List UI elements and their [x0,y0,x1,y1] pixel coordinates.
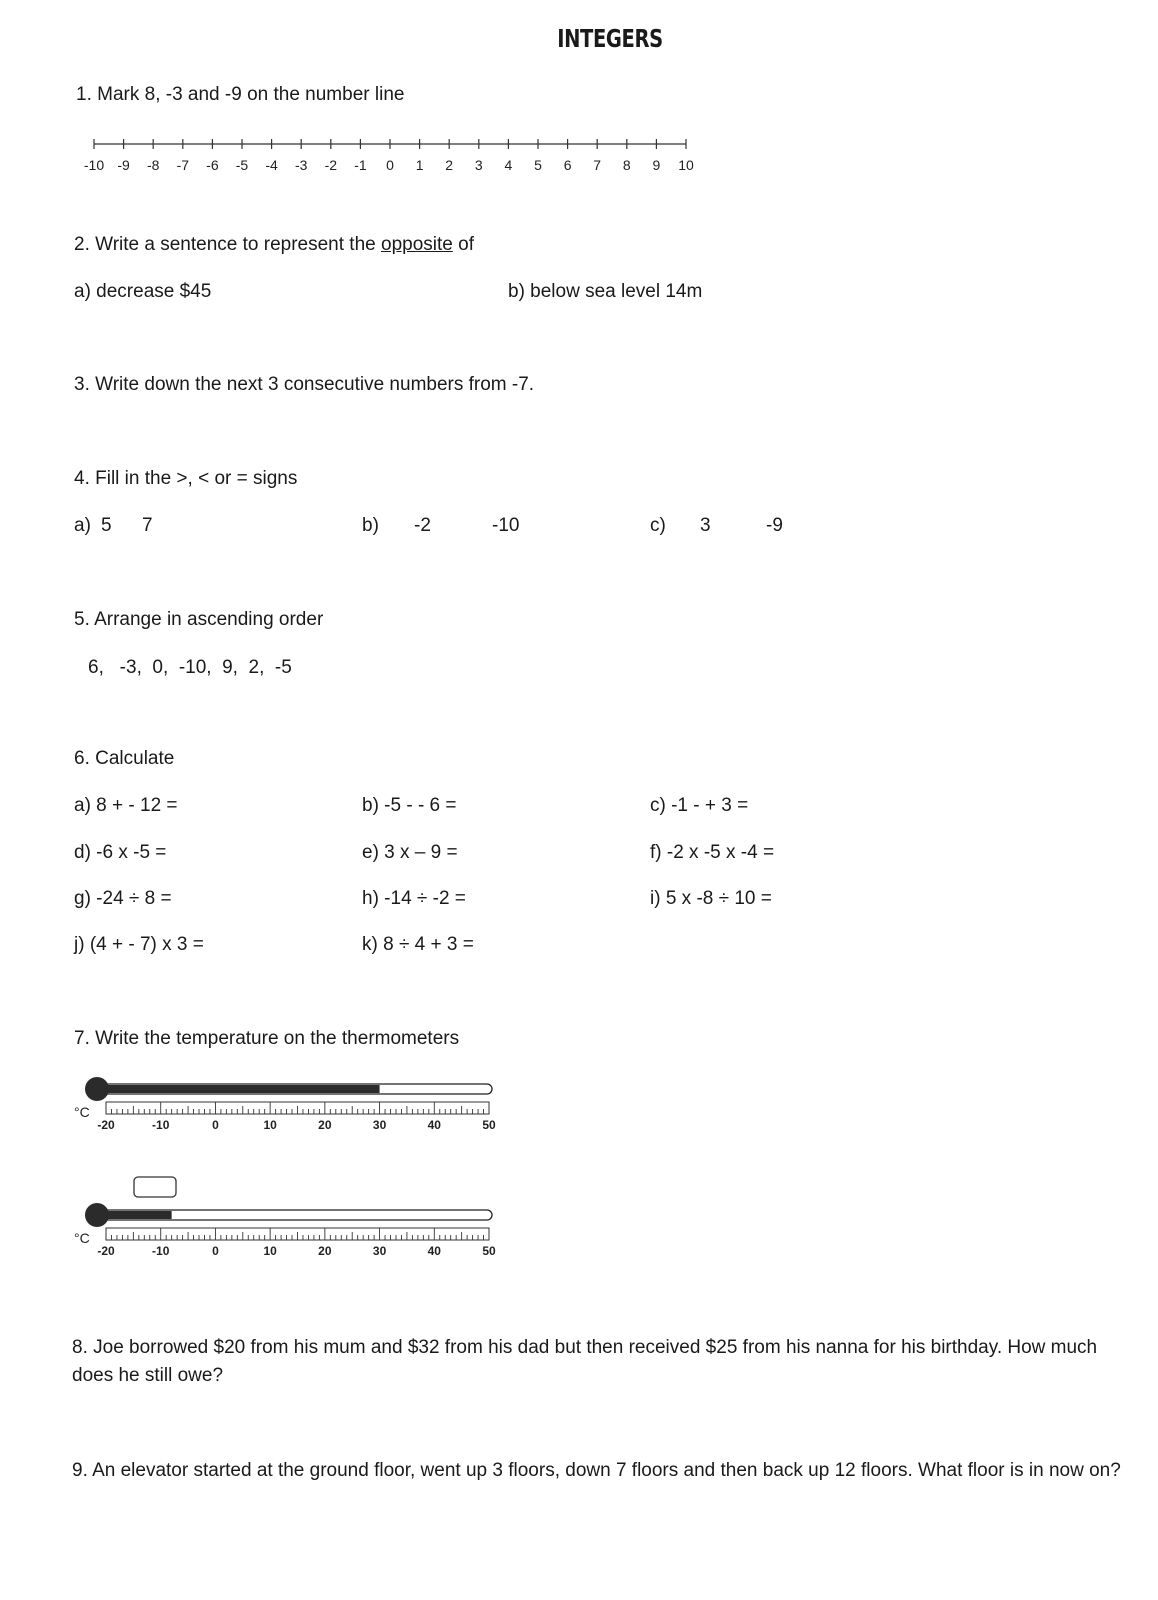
number-line-label: -7 [176,157,190,173]
question-5-number-list: 6, -3, 0, -10, 9, 2, -5 [88,657,292,678]
question-2a: a) decrease $45 [74,281,212,302]
number-line [70,130,720,180]
number-line-label: 5 [534,157,542,173]
question-4c-left: 3 [700,515,711,536]
question-3-text: 3. Write down the next 3 consecutive numbers from -7. [74,374,535,395]
number-line-label: -10 [83,157,105,173]
question-6c: c) -1 - + 3 = [650,795,749,816]
thermometer-scale-label: 20 [318,1244,332,1258]
number-line-label: 6 [563,157,572,173]
thermometer-scale-label: 40 [427,1244,441,1258]
question-5-text: 5. Arrange in ascending order [74,609,324,630]
thermometer-1-mercury [92,1085,380,1093]
question-4a-label: a) [74,515,91,536]
question-2-text [74,234,474,256]
thermometer-scale-label: -20 [97,1118,115,1132]
thermometer-1-ticks [106,1102,489,1114]
thermometer-scale-label: 40 [427,1118,441,1132]
question-9-text: 9. An elevator started at the ground floor, went up 3 floors, down 7 floors and then back up 12 floors. What floor is in now on? [72,1460,1121,1481]
number-line-label: 4 [504,157,513,173]
question-6a: a) 8 + - 12 = [74,795,178,816]
number-line-label: -8 [146,157,160,173]
number-line-label: 3 [474,157,483,173]
number-line-label: -2 [324,157,338,173]
thermometer-scale-label: -20 [97,1244,115,1258]
question-2-underlined-word: opposite [381,234,453,255]
thermometer-2-ticks [106,1228,489,1240]
number-line-label: 9 [652,157,661,173]
thermometer-1-unit: °C [74,1104,90,1120]
question-4a-right: 7 [142,515,153,536]
question-6d: d) -6 x -5 = [74,842,167,863]
thermometer-2-labels [97,1244,496,1258]
question-2-suffix: of [452,234,474,255]
number-line-label: 2 [445,157,454,173]
number-line-label: 8 [622,157,631,173]
question-6k: k) 8 ÷ 4 + 3 = [362,934,474,955]
number-line-label: -1 [354,157,367,173]
question-6i: i) 5 x -8 ÷ 10 = [650,888,772,909]
question-6h: h) -14 ÷ -2 = [362,888,466,909]
number-line-label: 7 [593,157,602,173]
number-line-label: -5 [235,157,249,173]
thermometer-2-bulb [85,1203,109,1227]
question-1-text: 1. Mark 8, -3 and -9 on the number line [76,84,405,105]
question-6e: e) 3 x – 9 = [362,842,458,863]
question-4c-right: -9 [766,515,783,536]
question-6g: g) -24 ÷ 8 = [74,888,172,909]
thermometer-2 [70,1198,510,1276]
question-4b-label: b) [362,515,379,536]
thermometer-1 [70,1072,510,1150]
question-6b: b) -5 - - 6 = [362,795,457,816]
question-4c-label: c) [650,515,666,536]
thermometer-scale-label: 30 [372,1118,387,1132]
question-4b-left: -2 [414,515,431,536]
thermometer-scale-label: 10 [263,1118,277,1132]
question-7-text: 7. Write the temperature on the thermometers [74,1028,460,1049]
thermometer-scale-label: -10 [152,1244,170,1258]
question-6f: f) -2 x -5 x -4 = [650,842,775,863]
thermometer-scale-label: 0 [212,1244,219,1258]
thermometer-scale-label: 30 [372,1244,387,1258]
number-line-label: -4 [265,157,278,173]
thermometer-1-labels [97,1118,496,1132]
question-4a-left: 5 [101,515,112,536]
number-line-label: -3 [294,157,308,173]
thermometer-scale-label: 50 [482,1118,496,1132]
thermometer-scale-label: 50 [482,1244,496,1258]
question-2b: b) below sea level 14m [508,281,703,302]
page-title: INTEGERS [557,24,663,53]
number-line-label: 10 [678,157,694,173]
number-line-label: 0 [386,157,394,173]
thermometer-scale-label: 10 [263,1244,277,1258]
number-line-label: -9 [117,157,130,173]
question-6-text: 6. Calculate [74,748,175,769]
question-4-text: 4. Fill in the >, < or = signs [74,468,298,489]
thermometer-1-bulb [85,1077,109,1101]
question-2-prefix: 2. Write a sentence to represent the [74,234,381,255]
thermometer-scale-label: 0 [212,1118,219,1132]
question-8-text: 8. Joe borrowed $20 from his mum and $32 from his dad but then received $25 from his nanna for his birthday. How much does he still owe? [72,1337,1098,1386]
thermometer-2-unit: °C [74,1230,90,1246]
question-4b-right: -10 [492,515,520,536]
number-line-label: 1 [415,157,424,173]
question-6j: j) (4 + - 7) x 3 = [74,934,204,955]
thermometer-scale-label: 20 [318,1118,332,1132]
number-line-label: -6 [206,157,219,173]
thermometer-scale-label: -10 [152,1118,170,1132]
